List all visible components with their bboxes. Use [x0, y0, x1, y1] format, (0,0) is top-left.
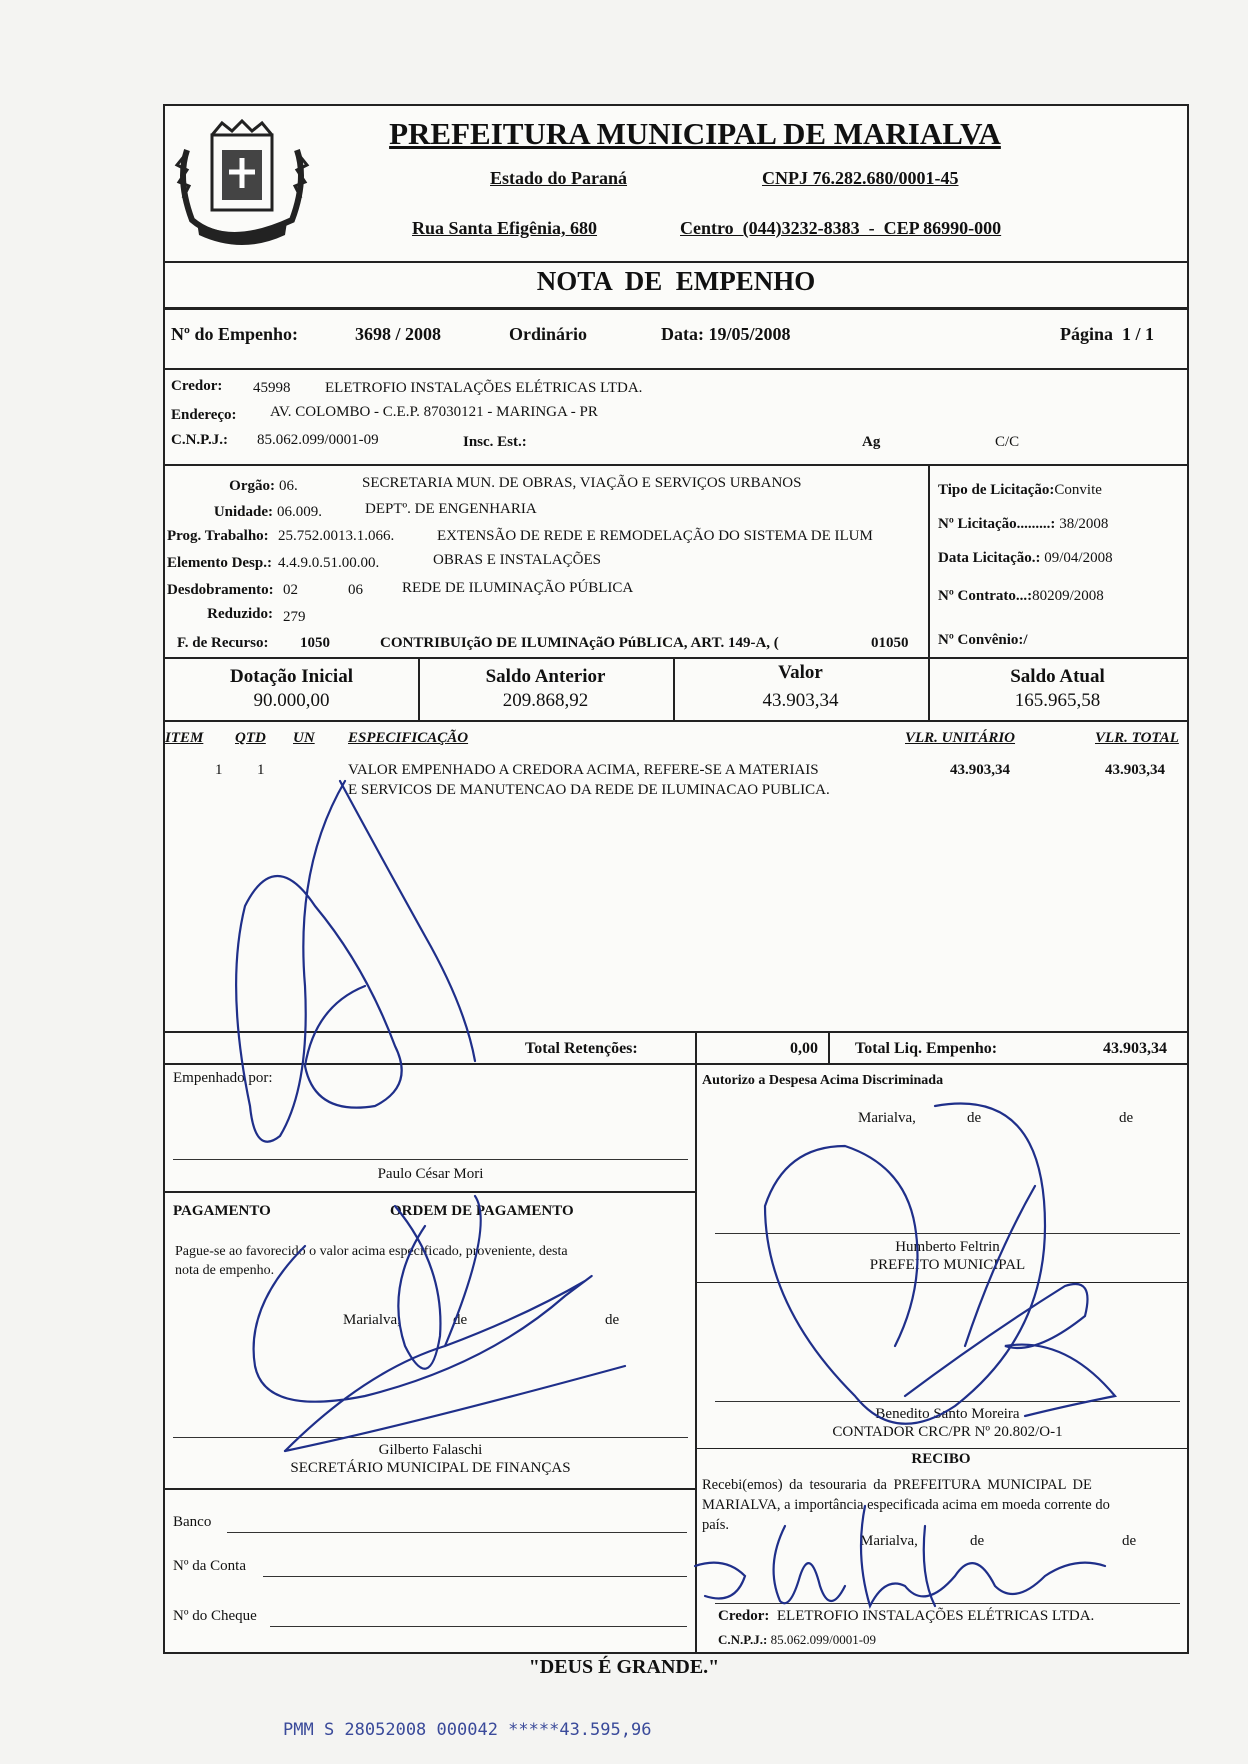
credor-label: Credor:: [171, 378, 223, 394]
credor-cc-label: C/C: [995, 434, 1020, 450]
row-spec-line2: E SERVICOS DE MANUTENCAO DA REDE DE ILUMINACAO PUBLICA.: [348, 782, 830, 798]
empenhado-label: Empenhado por:: [173, 1070, 273, 1086]
saldo-anterior-value: 209.868,92: [502, 690, 589, 711]
elemento-name: OBRAS E INSTALAÇÕES: [433, 552, 601, 568]
desdob-label: Desdobramento:: [167, 582, 274, 598]
cheque-label: Nº do Cheque: [173, 1608, 257, 1624]
empenhado-signer: Paulo César Mori: [377, 1166, 484, 1182]
empenho-date: Data: 19/05/2008: [661, 324, 791, 344]
licitacao-data-label: Data Licitação.:: [938, 550, 1041, 566]
licitacao-contrato-value: 80209/2008: [1032, 588, 1104, 604]
pagamento-de1: de: [453, 1312, 468, 1328]
credor-cnpj-label: C.N.P.J.:: [171, 432, 228, 448]
col-unit: VLR. UNITÁRIO: [905, 730, 1016, 746]
saldo-atual-value: 165.965,58: [1014, 690, 1101, 711]
desdob-code1: 02: [283, 582, 298, 598]
credor-ag-label: Ag: [862, 434, 881, 450]
licitacao-contrato-label: Nº Contrato...:: [938, 588, 1033, 604]
conta-label: Nº da Conta: [173, 1558, 246, 1574]
unidade-label: Unidade:: [213, 504, 273, 520]
pagamento-role: SECRETÁRIO MUNICIPAL DE FINANÇAS: [290, 1460, 571, 1476]
pagamento-label: PAGAMENTO: [173, 1203, 271, 1219]
credor-cnpj: 85.062.099/0001-09: [257, 432, 379, 448]
recibo-credor-name: ELETROFIO INSTALAÇÕES ELÉTRICAS LTDA.: [776, 1608, 1095, 1624]
empenho-number: 3698 / 2008: [355, 324, 442, 344]
recibo-text-line2: MARIALVA, a importância especificada acima em moeda corrente do: [702, 1497, 1110, 1513]
dotacao-label: Dotação Inicial: [230, 666, 353, 687]
recurso-label: F. de Recurso:: [177, 635, 269, 651]
row-total: 43.903,34: [1105, 762, 1165, 778]
licitacao-tipo-label: Tipo de Licitação:: [938, 482, 1055, 498]
desdob-name: REDE DE ILUMINAÇÃO PÚBLICA: [402, 580, 634, 596]
recibo-cnpj-value: 85.062.099/0001-09: [770, 1632, 877, 1647]
header-address: Rua Santa Efigênia, 680: [412, 218, 598, 238]
credor-code: 45998: [253, 380, 291, 396]
table-row: [165, 762, 1187, 812]
valor-value: 43.903,34: [762, 690, 839, 711]
col-un: UN: [293, 730, 315, 746]
autorizo-label: Autorizo a Despesa Acima Discriminada: [702, 1073, 944, 1088]
col-qtd: QTD: [235, 730, 266, 746]
orgao-code: 06.: [279, 478, 298, 494]
header-title: PREFEITURA MUNICIPAL DE MARIALVA: [389, 116, 1001, 151]
unidade-code: 06.009.: [277, 504, 322, 520]
total-liquido-label: Total Liq. Empenho:: [855, 1040, 998, 1057]
municipal-coat-of-arms-icon: [167, 110, 317, 255]
valor-label: Valor: [778, 662, 823, 683]
col-item: ITEM: [165, 730, 204, 746]
recibo-de1: de: [970, 1533, 985, 1549]
reduzido: 279: [283, 609, 306, 625]
licitacao-data-value: 09/04/2008: [1044, 550, 1113, 566]
recibo-city: Marialva,: [860, 1533, 918, 1549]
header-contacts: Centro (044)3232-8383 - CEP 86990-000: [680, 218, 1002, 238]
empenho-number-label: Nº do Empenho:: [171, 324, 298, 344]
header-cnpj: CNPJ 76.282.680/0001-45: [762, 168, 959, 188]
dotacao-value: 90.000,00: [253, 690, 330, 711]
pagamento-text-line1: Pague-se ao favorecido o valor acima especificado, proveniente, desta: [175, 1244, 568, 1259]
empenho-page: Página 1 / 1: [1060, 324, 1155, 344]
reduzido-label: Reduzido:: [207, 606, 273, 622]
pagamento-de2: de: [605, 1312, 620, 1328]
recibo-credor: [718, 1608, 1094, 1625]
row-qtd: 1: [257, 762, 265, 778]
total-retencoes-label: Total Retenções:: [525, 1040, 638, 1057]
row-unit: 43.903,34: [950, 762, 1010, 778]
recibo-cnpj: [718, 1632, 876, 1648]
recibo-credor-label: Credor:: [718, 1608, 770, 1624]
document-frame: [163, 104, 1189, 1654]
licitacao-num-label: Nº Licitação.........:: [938, 516, 1056, 532]
prog-label: Prog. Trabalho:: [167, 528, 269, 544]
credor-address: AV. COLOMBO - C.E.P. 87030121 - MARINGA - PR: [270, 404, 598, 420]
unidade-name: DEPTº. DE ENGENHARIA: [365, 501, 537, 517]
elemento-label: Elemento Desp.:: [167, 555, 272, 571]
saldo-anterior-label: Saldo Anterior: [485, 666, 606, 687]
recurso-code2: 01050: [871, 635, 909, 651]
prog-code: 25.752.0013.1.066.: [278, 528, 395, 544]
autorizo-de2: de: [1119, 1110, 1134, 1126]
autorizo-city: Marialva,: [858, 1110, 916, 1126]
licitacao-tipo-value: Convite: [1054, 482, 1102, 498]
pagamento-text-line2: nota de empenho.: [175, 1263, 275, 1278]
credor-name: ELETROFIO INSTALAÇÕES ELÉTRICAS LTDA.: [325, 380, 643, 396]
recurso-name: CONTRIBUIçãO DE ILUMINAçãO PúBLICA, ART. 149-A, (: [380, 635, 779, 651]
credor-insc-label: Insc. Est.:: [463, 434, 527, 450]
empenho-type: Ordinário: [509, 324, 588, 344]
banco-label: Banco: [173, 1514, 212, 1530]
orgao-name: SECRETARIA MUN. DE OBRAS, VIAÇÃO E SERVIÇOS URBANOS: [362, 475, 802, 491]
pagamento-city: Marialva,: [343, 1312, 401, 1328]
recibo-text-line1: Recebi(emos) da tesouraria da PREFEITURA MUNICIPAL DE: [702, 1477, 1092, 1493]
licitacao-num: [938, 516, 1108, 533]
row-spec-line1: VALOR EMPENHADO A CREDORA ACIMA, REFERE-SE A MATERIAIS: [348, 762, 819, 778]
licitacao-convenio: Nº Convênio:/: [938, 632, 1028, 648]
recibo-de2: de: [1122, 1533, 1137, 1549]
footer-stamp: PMM S 28052008 000042 *****43.595,96: [283, 1720, 652, 1740]
licitacao-contrato: [938, 588, 1104, 605]
autorizo-signer: Humberto Feltrin: [895, 1239, 1000, 1255]
saldo-atual-label: Saldo Atual: [1010, 666, 1105, 687]
orgao-label: Orgão:: [229, 478, 275, 494]
header-state: Estado do Paraná: [490, 168, 628, 188]
total-liquido-value: 43.903,34: [1103, 1040, 1167, 1057]
recibo-cnpj-label: C.N.P.J.:: [718, 1632, 768, 1647]
contador-signer: Benedito Santo Moreira: [875, 1406, 1020, 1422]
recurso-code: 1050: [300, 635, 330, 651]
ordem-pagamento: ORDEM DE PAGAMENTO: [390, 1203, 574, 1219]
contador-role: CONTADOR CRC/PR Nº 20.802/O-1: [832, 1424, 1063, 1440]
autorizo-de1: de: [967, 1110, 982, 1126]
total-retencoes-value: 0,00: [790, 1040, 818, 1057]
desdob-code2: 06: [348, 582, 363, 598]
recibo-label: RECIBO: [911, 1451, 971, 1467]
elemento-code: 4.4.9.0.51.00.00.: [278, 555, 380, 571]
licitacao-tipo: [938, 482, 1102, 499]
doc-title: NOTA DE EMPENHO: [536, 266, 816, 296]
autorizo-role: PREFEITO MUNICIPAL: [869, 1257, 1026, 1273]
col-spec: ESPECIFICAÇÃO: [348, 730, 469, 746]
licitacao-data: [938, 550, 1113, 567]
credor-address-label: Endereço:: [171, 407, 237, 423]
pagamento-signer: Gilberto Falaschi: [378, 1442, 483, 1458]
row-item: 1: [215, 762, 223, 778]
col-total: VLR. TOTAL: [1095, 730, 1179, 746]
recibo-text-line3: país.: [702, 1517, 729, 1533]
footer-motto: "DEUS É GRANDE.": [528, 1656, 720, 1678]
prog-name: EXTENSÃO DE REDE E REMODELAÇÃO DO SISTEMA DE ILUM: [437, 528, 873, 544]
licitacao-num-value: 38/2008: [1059, 516, 1109, 532]
